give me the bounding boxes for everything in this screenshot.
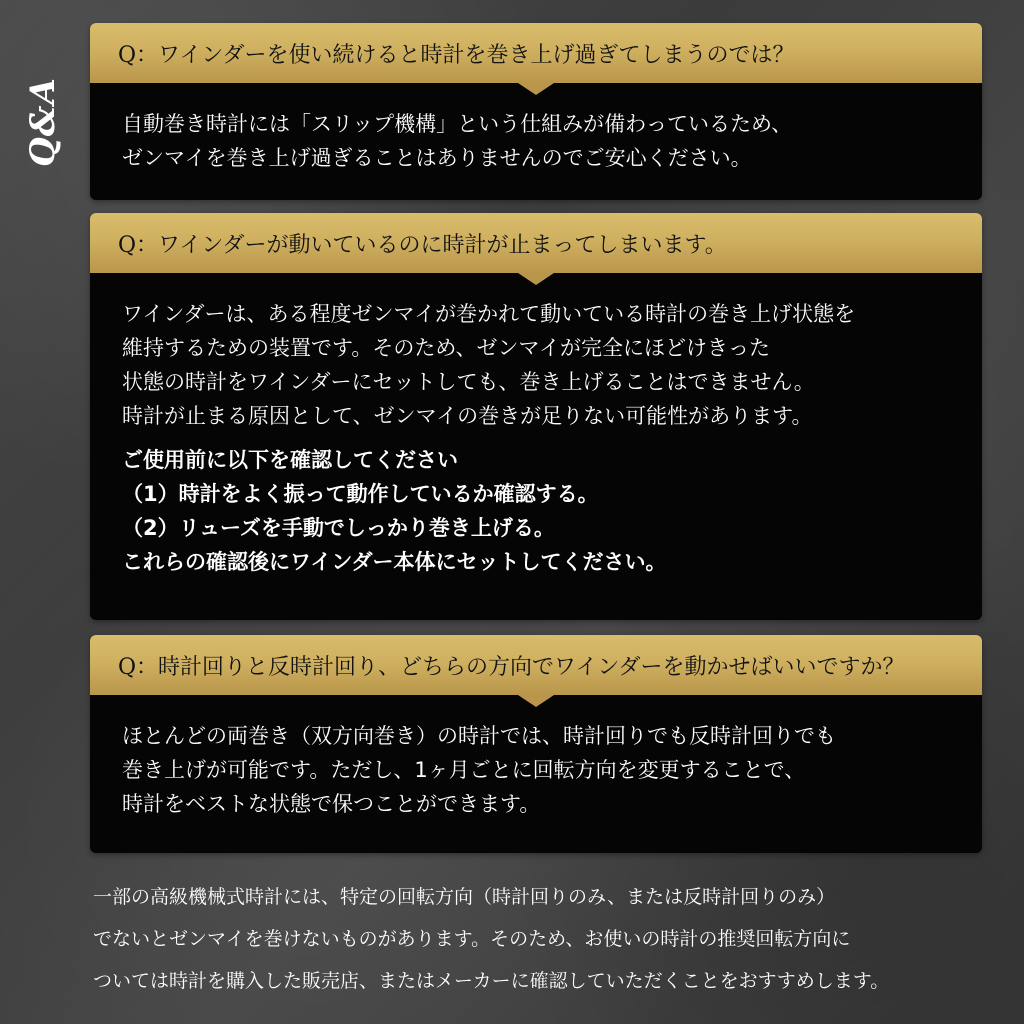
- answer-line: 巻き上げが可能です。ただし、1ヶ月ごとに回転方向を変更することで、: [122, 758, 806, 782]
- answer-body: [90, 83, 982, 199]
- answer-line: 時計が止まる原因として、ゼンマイの巻きが足りない可能性があります。: [122, 404, 813, 428]
- qa-side-label: [23, 72, 63, 172]
- answer-line: ワインダーは、ある程度ゼンマイが巻かれて動いている時計の巻き上げ状態を: [122, 302, 856, 326]
- answer-body: [90, 273, 982, 603]
- checklist-footer: これらの確認後にワインダー本体にセットしてください。: [122, 550, 667, 574]
- answer-line: 自動巻き時計には「スリップ機構」という仕組みが備わっているため、: [122, 112, 793, 136]
- footer-line: 一部の高級機械式時計には、特定の回転方向（時計回りのみ、または反時計回りのみ）: [93, 886, 836, 908]
- answer-line: 時計をベストな状態で保つことができます。: [122, 792, 541, 816]
- answer-line: ほとんどの両巻き（双方向巻き）の時計では、時計回りでも反時計回りでも: [122, 724, 836, 748]
- footer-note: [93, 876, 993, 1002]
- checklist-item: （1）時計をよく振って動作しているか確認する。: [122, 482, 599, 506]
- answer-line: 維持するための装置です。そのため、ゼンマイが完全にほどけきった: [122, 336, 771, 360]
- footer-line: ついては時計を購入した販売店、またはメーカーに確認していただくことをおすすめします。: [93, 970, 890, 992]
- answer-line: 状態の時計をワインダーにセットしても、巻き上げることはできません。: [122, 370, 815, 394]
- checklist-title: ご使用前に以下を確認してください: [122, 448, 458, 472]
- footer-line: でないとゼンマイを巻けないものがあります。そのため、お使いの時計の推奨回転方向に: [93, 928, 851, 950]
- qa-label-text: Q&A: [23, 77, 64, 167]
- qa-card-watch-stopped: [90, 213, 982, 620]
- question-banner: Q：ワインダーが動いているのに時計が止まってしまいます。: [90, 213, 982, 273]
- question-banner: Q：時計回りと反時計回り、どちらの方向でワインダーを動かせばいいですか？: [90, 635, 982, 695]
- answer-body: [90, 695, 982, 845]
- answer-line: ゼンマイを巻き上げ過ぎることはありませんのでご安心ください。: [122, 146, 752, 170]
- question-banner: Q：ワインダーを使い続けると時計を巻き上げ過ぎてしまうのでは？: [90, 23, 982, 83]
- checklist-item: （2）リューズを手動でしっかり巻き上げる。: [122, 516, 555, 540]
- qa-card-slip-mechanism: [90, 23, 982, 200]
- qa-card-rotation-direction: [90, 635, 982, 853]
